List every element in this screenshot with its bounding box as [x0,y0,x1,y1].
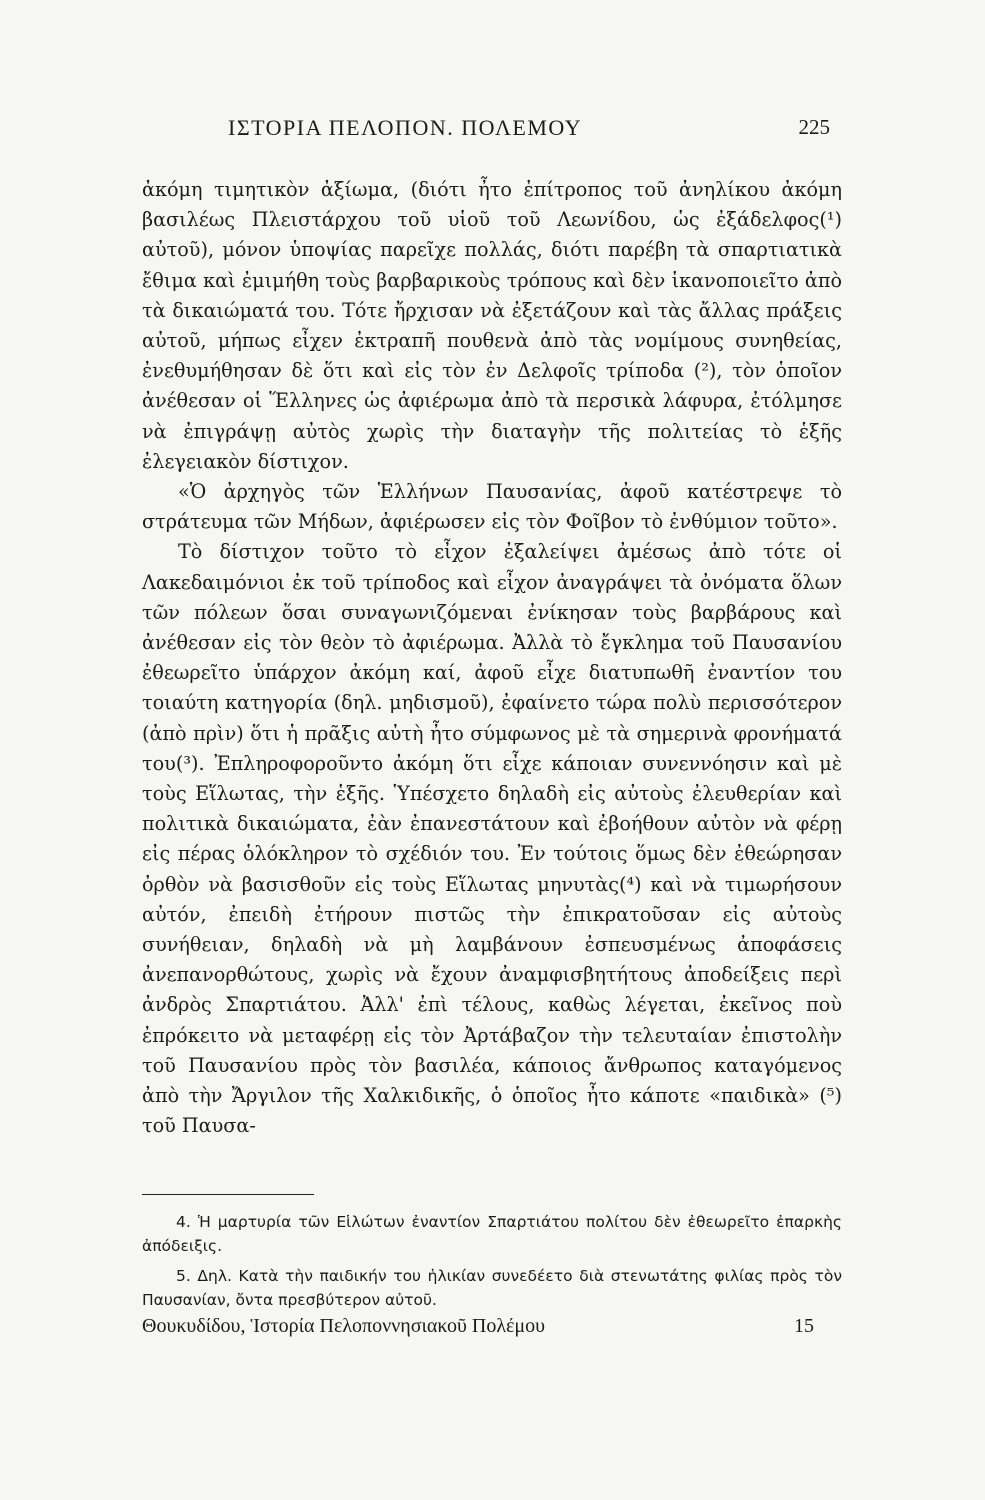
body-text [142,175,842,1142]
paragraph: Τὸ δίστιχον τοῦτο τὸ εἶχον ἐξαλείψει ἀμέσως ἀπὸ τότε οἱ Λακεδαιμόνιοι ἐκ τοῦ τρίποδος καὶ εἶχον ἀναγράψει τὰ ὀνόματα ὅλων τῶν πόλεων ὅσαι συναγωνιζόμεναι ἐνίκησαν τοὺς βαρβάρους καὶ ἀνέθεσαν εἰς τὸν θεὸν τὸ ἀφιέρωμα. Ἀλλὰ τὸ ἔγκλημα τοῦ Παυσανίου ἐθεωρεῖτο ὑπάρχον ἀκόμη καί, ἀφοῦ εἶχε διατυπωθῆ ἐναντίον του τοιαύτη κατηγορία (δηλ. μηδισμοῦ), ἐφαίνετο τώρα πολὺ περισσότερον (ἀπὸ πρὶν) ὅτι ἡ πρᾶξις αὐτὴ ἦτο σύμφωνος μὲ τὰ σημερινὰ φρονήματά του(³). Ἐπληροφοροῦντο ἀκόμη ὅτι εἶχε κάποιαν συνεννόησιν καὶ μὲ τοὺς Εἵλωτας, τὴν ἑξῆς. Ὑπέσχετο δηλαδὴ εἰς αὐτοὺς ἐλευθερίαν καὶ πολιτικὰ δικαιώματα, ἐὰν ἐπανεστάτουν καὶ ἐβοήθουν αὐτὸν νὰ φέρῃ εἰς πέρας ὁλόκληρον τὸ σχέδιόν του. Ἐν τούτοις ὅμως δὲν ἐθεώρησαν ὀρθὸν νὰ βασισθοῦν εἰς τοὺς Εἵλωτας μηνυτὰς(⁴) καὶ νὰ τιμωρήσουν αὐτόν, ἐπειδὴ ἐτήρουν πιστῶς τὴν ἐπικρατοῦσαν εἰς αὐτοὺς συνήθειαν, δηλαδὴ νὰ μὴ λαμβάνουν ἐσπευσμένως ἀποφάσεις ἀνεπανορθώτους, χωρὶς νὰ ἔχουν ἀναμφισβητήτους ἀποδείξεις περὶ ἀνδρὸς Σπαρτιάτου. Ἀλλ' ἐπὶ τέλους, καθὼς λέγεται, ἐκεῖνος ποὺ ἐπρόκειτο νὰ μεταφέρῃ εἰς τὸν Ἀρτάβαζον τὴν τελευταίαν ἐπιστολὴν τοῦ Παυσανίου πρὸς τὸν βασιλέα, κάποιος ἄνθρωπος καταγόμενος ἀπὸ τὴν Ἄργιλον τῆς Χαλκιδικῆς, ὁ ὁποῖος ἦτο κάποτε «παιδικὰ» (⁵) τοῦ Παυσα- [142,540,842,1138]
running-head [140,115,830,145]
footnotes [142,1210,842,1318]
footnote: 4. Ἡ μαρτυρία τῶν Εἱλώτων ἐναντίον Σπαρτιάτου πολίτου δὲν ἐθεωρεῖτο ἐπαρκὴς ἀπόδειξις. [142,1213,842,1255]
signature-number: 15 [794,1315,814,1337]
signature-line [142,1315,842,1345]
page-number: 225 [798,115,830,139]
footnote: 5. Δηλ. Κατὰ τὴν παιδικήν του ἡλικίαν συνεδέετο διὰ στενωτάτης φιλίας πρὸς τὸν Παυσανίαν, ὄντα πρεσβύτερον αὐτοῦ. [142,1267,842,1309]
running-title: ΙΣΤΟΡΙΑ ΠΕΛΟΠΟΝ. ΠΟΛΕΜΟΥ [228,115,583,140]
footnote-rule [142,1194,314,1195]
paragraph: «Ὁ ἀρχηγὸς τῶν Ἑλλήνων Παυσανίας, ἀφοῦ κατέστρεψε τὸ στράτευμα τῶν Μήδων, ἀφιέρωσεν εἰς τὸν Φοῖβον τὸ ἐνθύμιον τοῦτο». [142,480,842,534]
paragraph: ἀκόμη τιμητικὸν ἀξίωμα, (διότι ἦτο ἐπίτροπος τοῦ ἀνηλίκου ἀκόμη βασιλέως Πλειστάρχου τοῦ υἱοῦ τοῦ Λεωνίδου, ὡς ἐξάδελφος(¹) αὐτοῦ), μόνον ὑποψίας παρεῖχε πολλάς, διότι παρέβη τὰ σπαρτιατικὰ ἔθιμα καὶ ἐμιμήθη τοὺς βαρβαρικοὺς τρόπους καὶ δὲν ἱκανοποιεῖτο ἀπὸ τὰ δικαιώματά του. Τότε ἤρχισαν νὰ ἐξετάζουν καὶ τὰς ἄλλας πράξεις αὐτοῦ, μήπως εἶχεν ἐκτραπῆ πουθενὰ ἀπὸ τὰς νομίμους συνηθείας, ἐνεθυμήθησαν δὲ ὅτι καὶ εἰς τὸν ἐν Δελφοῖς τρίποδα (²), τὸν ὁποῖον ἀνέθεσαν οἱ Ἕλληνες ὡς ἀφιέρωμα ἀπὸ τὰ περσικὰ λάφυρα, ἐτόλμησε νὰ ἐπιγράψῃ αὐτὸς χωρὶς τὴν διαταγὴν τῆς πολιτείας τὸ ἑξῆς ἐλεγειακὸν δίστιχον. [142,178,842,473]
signature-text: Θουκυδίδου, Ἱστορία Πελοποννησιακοῦ Πολέμου [142,1315,546,1337]
